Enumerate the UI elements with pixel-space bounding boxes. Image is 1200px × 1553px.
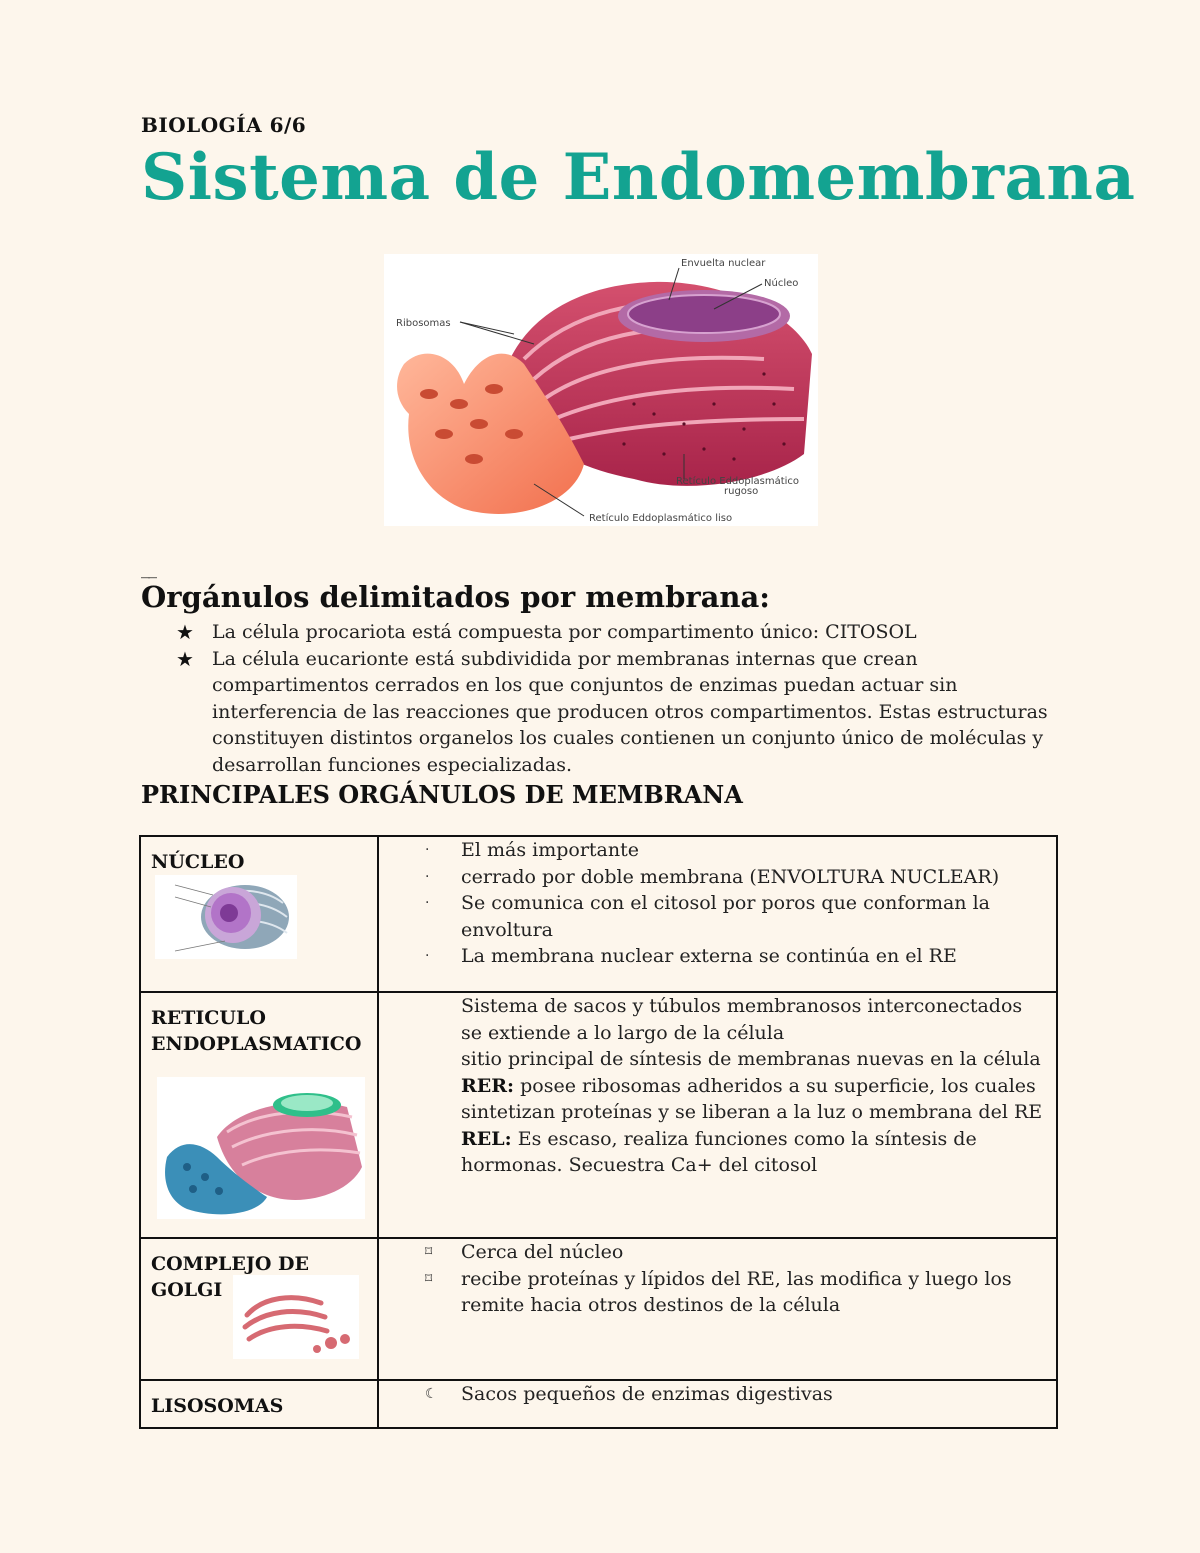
intro-bullet-list [176, 619, 1056, 778]
table-row [140, 1380, 1057, 1428]
organelle-name-cell [140, 1380, 378, 1428]
dot-icon: · [425, 868, 430, 885]
section-divider: __ [141, 558, 155, 579]
organelle-description-cell [378, 1238, 1057, 1380]
star-icon: ★ [176, 620, 194, 644]
organelle-name-cell [140, 1238, 378, 1380]
organelle-name: NÚCLEO [151, 851, 245, 873]
description-line: Sistema de sacos y túbulos membranosos interconectados [461, 995, 1023, 1017]
er-thumbnail [157, 1077, 365, 1219]
label-nucleo: Núcleo [764, 278, 799, 289]
organelle-name-cell [140, 992, 378, 1238]
label-rer-1: Retículo Eddoplasmático [676, 476, 800, 487]
table-row [140, 1238, 1057, 1380]
bullet-text: La célula eucarionte está subdividida por membranas internas que crean compartimentos cerrados en los que conjuntos de enzimas puedan actuar sin interferencia de las reacciones que producen otros compartimentos. Estas estructuras constituyen distintos organelos los cuales contienen un conjunto único de moléculas y desarrollan funciones especializadas. [212, 647, 1048, 776]
list-item [176, 646, 1056, 779]
flag-icon: ⌑ [425, 1270, 433, 1287]
table-row [140, 836, 1057, 992]
organelle-name: LISOSOMAS [151, 1395, 284, 1417]
rer-description: RER: posee ribosomas adheridos a su superficie, los cuales sintetizan proteínas y se liberan a la luz o membrana del RE [461, 1074, 1043, 1123]
label-envuelta: Envuelta nuclear [681, 258, 766, 269]
organelle-name-cell [140, 836, 378, 992]
organelle-description-cell [378, 836, 1057, 992]
section-heading: Orgánulos delimitados por membrana: [141, 580, 770, 614]
table-heading: PRINCIPALES ORGÁNULOS DE MEMBRANA [141, 780, 743, 809]
bullet-text: La célula procariota está compuesta por compartimento único: CITOSOL [212, 621, 917, 643]
dot-icon: · [425, 842, 430, 858]
description-line: se extiende a lo largo de la célula [461, 1021, 785, 1044]
label-rel: Retículo Eddoplasmático liso [589, 513, 733, 524]
list-item: · Se comunica con el citosol por poros que conforman la envoltura [425, 892, 990, 941]
list-item: · cerrado por doble membrana (ENVOLTURA NUCLEAR) [379, 864, 1056, 891]
list-item [176, 619, 1056, 646]
golgi-thumbnail [233, 1275, 359, 1359]
label-ribosomas: Ribosomas [396, 318, 451, 329]
organelle-name: COMPLEJO DE GOLGI [151, 1253, 309, 1301]
rel-key: REL: [461, 1127, 512, 1150]
list-item: ⌑ recibe proteínas y lípidos del RE, las modifica y luego los remite hacia otros destinos de la célula [425, 1267, 1012, 1316]
dot-icon: · [425, 895, 430, 911]
organelle-name: RETICULO ENDOPLASMATICO [151, 1007, 362, 1055]
label-rer-2: rugoso [724, 486, 759, 497]
organelle-description-cell [378, 1380, 1057, 1428]
list-item: · La membrana nuclear externa se continúa en el RE [379, 943, 1056, 970]
table-row [140, 992, 1057, 1238]
flag-icon: ⌑ [425, 1244, 433, 1260]
list-item: ⌑ Cerca del núcleo [379, 1239, 1056, 1266]
star-icon: ★ [176, 646, 194, 671]
moon-icon: ☾ [425, 1386, 438, 1402]
list-item: · El más importante [379, 837, 1056, 864]
endomembrane-illustration [384, 254, 818, 526]
organelles-table [139, 835, 1058, 1429]
list-item: ☾ Sacos pequeños de enzimas digestivas [379, 1381, 1056, 1408]
dot-icon: · [425, 948, 430, 964]
organelle-description-cell [378, 992, 1057, 1238]
description-line: sitio principal de síntesis de membranas nuevas en la célula [461, 1048, 1041, 1070]
rel-description: REL: Es escaso, realiza funciones como la síntesis de hormonas. Secuestra Ca+ del citosol [461, 1127, 977, 1176]
page-title: Sistema de Endomembrana [141, 140, 1136, 215]
rer-key: RER: [461, 1074, 515, 1097]
course-label: BIOLOGÍA 6/6 [141, 113, 307, 137]
nucleus-thumbnail [155, 875, 297, 959]
